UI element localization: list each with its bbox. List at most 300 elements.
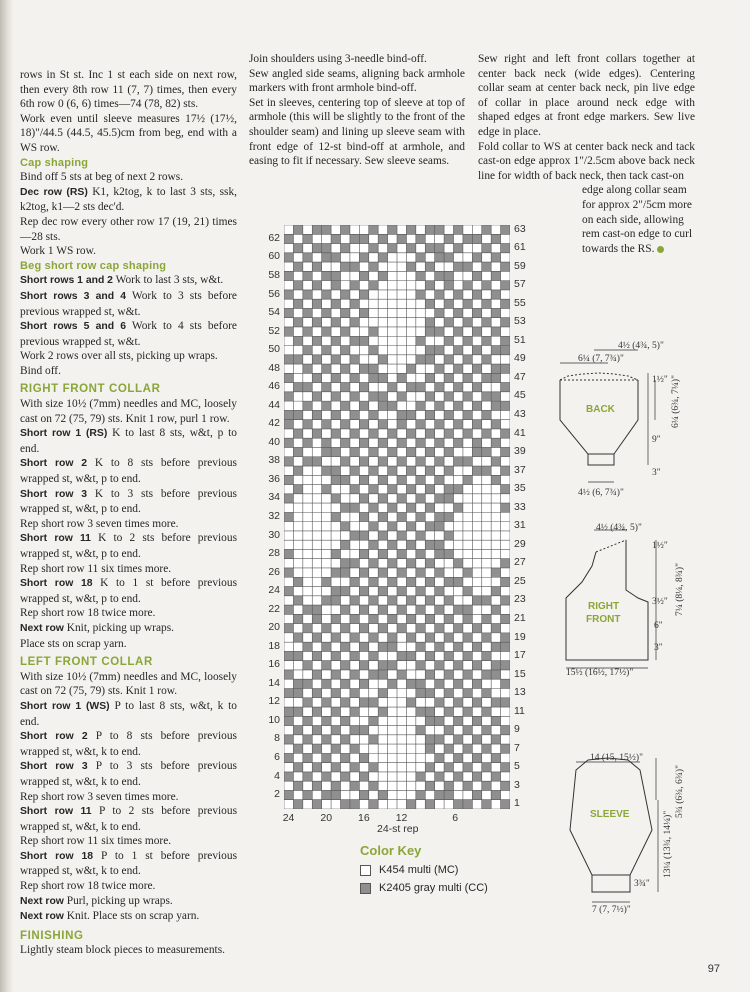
chart-cell-cc [284, 475, 293, 484]
chart-cell-cc [284, 549, 293, 558]
chart-cell-cc [416, 531, 425, 540]
chart-cell-cc [416, 438, 425, 447]
chart-cell-cc [482, 447, 491, 456]
sleeve-label: SLEEVE [590, 809, 630, 820]
chart-cell-cc [284, 670, 293, 679]
chart-cell-cc [501, 781, 510, 790]
chart-cell-cc [406, 559, 415, 568]
chart-cell-cc [472, 447, 481, 456]
chart-cell-cc [284, 753, 293, 762]
row-label: 20 [268, 621, 280, 634]
row-label: 31 [514, 519, 526, 532]
chart-cell-cc [482, 373, 491, 382]
row-label: 43 [514, 408, 526, 421]
chart-cell-cc [454, 661, 463, 670]
chart-cell-cc [482, 651, 491, 660]
chart-cell-cc [416, 271, 425, 280]
chart-cell-cc [350, 299, 359, 308]
row-label: 27 [514, 556, 526, 569]
chart-cell-cc [293, 726, 302, 735]
chart-cell-cc [293, 744, 302, 753]
chart-cell-cc [416, 494, 425, 503]
chart-cell-cc [472, 596, 481, 605]
chart-cell-cc [284, 290, 293, 299]
chart-cell-cc [425, 281, 434, 290]
chart-cell-cc [312, 262, 321, 271]
chart-cell-cc [331, 596, 340, 605]
row-label: 59 [514, 259, 526, 272]
chart-cell-cc [454, 503, 463, 512]
chart-cell-cc [322, 420, 331, 429]
chart-cell-cc [425, 744, 434, 753]
chart-cell-cc [501, 318, 510, 327]
chart-cell-cc [482, 410, 491, 419]
chart-cell-cc [341, 262, 350, 271]
chart-cell-cc [472, 753, 481, 762]
chart-cell-cc [491, 253, 500, 262]
chart-cell-cc [331, 475, 340, 484]
row-label: 63 [514, 222, 526, 235]
chart-cell-cc [378, 494, 387, 503]
chart-cell-cc [444, 253, 453, 262]
chart-cell-cc [501, 429, 510, 438]
chart-cell-cc [482, 355, 491, 364]
chart-cell-cc [312, 688, 321, 697]
chart-cell-cc [501, 633, 510, 642]
chart-cell-cc [454, 290, 463, 299]
chart-cell-cc [359, 531, 368, 540]
chart-cell-cc [491, 457, 500, 466]
chart-cell-cc [491, 753, 500, 762]
row-label: 47 [514, 370, 526, 383]
chart-cell-cc [491, 401, 500, 410]
instruction: With size 10½ (7mm) needles and MC, loosely cast on 72 (75, 79) sts. Knit 1 row, purl 1 row. [20, 398, 237, 425]
chart-cell-cc [416, 790, 425, 799]
chart-cell-cc [501, 466, 510, 475]
chart-cell-cc [322, 383, 331, 392]
chart-cell-cc [444, 531, 453, 540]
column-middle [249, 52, 465, 169]
chart-cell-cc [359, 383, 368, 392]
chart-cell-cc [491, 364, 500, 373]
chart-cell-cc [454, 308, 463, 317]
chart-cell-cc [435, 420, 444, 429]
chart-cell-cc [293, 596, 302, 605]
book-spine-shadow [0, 0, 14, 992]
chart-cell-cc [397, 494, 406, 503]
chart-cell-cc [463, 633, 472, 642]
chart-cell-cc [501, 401, 510, 410]
chart-cell-cc [293, 800, 302, 809]
chart-cell-cc [482, 744, 491, 753]
chart-cell-cc [388, 447, 397, 456]
chart-cell-cc [312, 614, 321, 623]
row-label: 29 [514, 537, 526, 550]
chart-cell-cc [472, 290, 481, 299]
chart-cell-cc [312, 605, 321, 614]
instruction: Lightly steam block pieces to measurements. [20, 944, 225, 957]
chart-cell-cc [435, 772, 444, 781]
chart-cell-cc [388, 679, 397, 688]
instruction: Bind off. [20, 364, 61, 377]
chart-cell-cc [350, 318, 359, 327]
chart-cell-cc [350, 392, 359, 401]
chart-cell-cc [425, 577, 434, 586]
chart-cell-cc [378, 401, 387, 410]
chart-cell-cc [293, 383, 302, 392]
chart-cell-cc [350, 781, 359, 790]
row-label: 58 [268, 268, 280, 281]
chart-cell-cc [350, 596, 359, 605]
chart-cell-cc [369, 716, 378, 725]
chart-cell-cc [397, 475, 406, 484]
chart-cell-cc [501, 661, 510, 670]
sleeve-h1: 5¾ (6¾, 6¾)" [675, 765, 685, 818]
chart-cell-cc [303, 698, 312, 707]
chart-cell-cc [284, 688, 293, 697]
chart-cell-cc [303, 642, 312, 651]
chart-cell-cc [388, 429, 397, 438]
chart-cell-cc [341, 522, 350, 531]
chart-cell-cc [284, 327, 293, 336]
row-label: 26 [268, 565, 280, 578]
chart-cell-cc [284, 355, 293, 364]
chart-cell-cc [416, 587, 425, 596]
chart-cell-cc [388, 522, 397, 531]
chart-cell-cc [312, 225, 321, 234]
chart-cell-cc [463, 318, 472, 327]
chart-cell-cc [463, 605, 472, 614]
chart-cell-cc [454, 383, 463, 392]
chart-cell-cc [444, 355, 453, 364]
chart-cell-cc [322, 244, 331, 253]
chart-cell-cc [350, 336, 359, 345]
chart-cell-cc [359, 475, 368, 484]
chart-cell-cc [435, 698, 444, 707]
chart-cell-cc [435, 540, 444, 549]
instruction: Rep short row 11 six times more. [20, 835, 172, 848]
chart-cell-cc [482, 299, 491, 308]
chart-cell-cc [293, 299, 302, 308]
row-label: 37 [514, 463, 526, 476]
row-label: 49 [514, 352, 526, 365]
chart-cell-cc [369, 698, 378, 707]
chart-cell-cc [406, 225, 415, 234]
chart-cell-cc [472, 346, 481, 355]
chart-cell-cc [406, 651, 415, 660]
chart-cell-cc [359, 661, 368, 670]
chart-cell-cc [359, 420, 368, 429]
sleeve-text: rows in St st. Inc 1 st each side on next row, then every 8th row 11 (7, 7) times, then every 6th row 0 (6, 6) times—74 (78, 82) sts. [20, 69, 237, 111]
chart-cell-cc [491, 642, 500, 651]
chart-cell-cc [378, 475, 387, 484]
row-label: 30 [268, 528, 280, 541]
chart-cell-cc [482, 707, 491, 716]
chart-cell-cc [369, 651, 378, 660]
chart-cell-cc [454, 605, 463, 614]
chart-cell-cc [472, 308, 481, 317]
col-label: 20 [320, 812, 333, 824]
chart-cell-cc [322, 716, 331, 725]
chart-cell-cc [444, 271, 453, 280]
chart-cell-cc [378, 420, 387, 429]
chart-cell-cc [293, 763, 302, 772]
instruction: Dec row (RS) K1, k2tog, k to last 3 sts, ssk, k2tog, k1—2 sts dec'd. [20, 185, 237, 214]
front-bottom: 15½ (16½, 17½)" [566, 668, 634, 678]
chart-cell-cc [303, 308, 312, 317]
chart-cell-cc [350, 531, 359, 540]
chart-cell-cc [435, 401, 444, 410]
chart-cell-cc [331, 447, 340, 456]
chart-cell-cc [454, 800, 463, 809]
chart-cell-cc [425, 410, 434, 419]
chart-cell-cc [472, 698, 481, 707]
chart-cell-cc [406, 447, 415, 456]
row-label: 18 [268, 639, 280, 652]
chart-cell-cc [388, 383, 397, 392]
row-label: 46 [268, 380, 280, 393]
chart-cell-cc [378, 392, 387, 401]
row-label: 22 [268, 602, 280, 615]
chart-cell-cc [491, 475, 500, 484]
chart-cell-cc [435, 549, 444, 558]
chart-cell-cc [501, 281, 510, 290]
chart-cell-cc [501, 614, 510, 623]
chart-cell-cc [454, 753, 463, 762]
chart-cell-cc [284, 253, 293, 262]
chart-cell-cc [406, 698, 415, 707]
chart-cell-cc [397, 624, 406, 633]
chart-cell-cc [425, 781, 434, 790]
chart-cell-cc [359, 234, 368, 243]
column-right [478, 52, 695, 256]
row-label: 52 [268, 324, 280, 337]
chart-cell-cc [388, 614, 397, 623]
chart-cell-cc [425, 485, 434, 494]
chart-cell-cc [331, 253, 340, 262]
chart-cell-cc [435, 475, 444, 484]
chart-cell-cc [303, 383, 312, 392]
chart-cell-cc [284, 568, 293, 577]
chart-cell-cc [359, 605, 368, 614]
chart-cell-cc [397, 457, 406, 466]
front-label-2: FRONT [586, 614, 621, 625]
chart-cell-cc [293, 577, 302, 586]
chart-cell-cc [284, 271, 293, 280]
row-label: 15 [514, 667, 526, 680]
chart-cell-cc [397, 512, 406, 521]
chart-cell-cc [312, 651, 321, 660]
chart-cell-cc [463, 234, 472, 243]
chart-cell-cc [322, 624, 331, 633]
chart-cell-cc [463, 688, 472, 697]
row-label: 1 [514, 797, 520, 810]
chart-cell-cc [331, 688, 340, 697]
row-label: 41 [514, 426, 526, 439]
chart-cell-cc [359, 271, 368, 280]
chart-cell-cc [463, 726, 472, 735]
chart-cell-cc [369, 577, 378, 586]
instruction: Rep dec row every other row 17 (19, 21) times—28 sts. [20, 215, 237, 243]
chart-cell-cc [341, 772, 350, 781]
chart-cell-cc [491, 438, 500, 447]
chart-cell-cc [472, 327, 481, 336]
row-label: 50 [268, 343, 280, 356]
chart-cell-cc [350, 744, 359, 753]
chart-cell-cc [284, 457, 293, 466]
chart-cell-cc [331, 651, 340, 660]
chart-cell-cc [425, 707, 434, 716]
chart-cell-cc [293, 318, 302, 327]
row-label: 36 [268, 472, 280, 485]
chart-cell-cc [435, 512, 444, 521]
chart-cell-cc [463, 373, 472, 382]
chart-cell-cc [322, 772, 331, 781]
chart-cell-cc [350, 447, 359, 456]
front-schematic [566, 530, 656, 668]
chart-cell-cc [341, 624, 350, 633]
chart-cell-cc [416, 401, 425, 410]
chart-cell-cc [416, 688, 425, 697]
chart-cell-cc [501, 383, 510, 392]
chart-cell-cc [482, 466, 491, 475]
chart-cell-cc [472, 420, 481, 429]
instruction: Fold collar to WS at center back neck and tack cast-on edge approx 1"/2.5cm above back neck line for width of back neck, then tack cast-on [478, 140, 695, 182]
chart-cell-cc [444, 512, 453, 521]
chart-cell-cc [341, 327, 350, 336]
row-label: 55 [514, 296, 526, 309]
chart-cell-cc [416, 605, 425, 614]
chart-cell-cc [444, 299, 453, 308]
column-left: rows in St st. Inc 1 st each side on next row, then every 8th row 11 (7, 7) times, then every 6th row 0 (6, 6) times—74 (78, 82) sts. Work even until sleeve measures 17½ (17½, 18)"/44.5 (44.5, 45.5)cm from beg, end with a WS row. Cap shaping Bind off 5 sts at beg of next 2 rows. Dec row (RS) K1, k2tog, k to last 3 sts, ssk, k2tog, k1—2 sts dec'd. Rep dec row every other row 17 (19, 21) times—28 sts. Work 1 WS row. Beg short row cap shaping Short rows 1 and 2 Work to last 3 sts, w&t. Short rows 3 and 4 Work to 3 sts before previous wrapped st, w&t. Short rows 5 and 6 Work to 4 sts before previous wrapped st, w&t. Work 2 rows over all sts, picking up wraps. Bind off. RIGHT FRONT COLLAR With size 10½ (7mm) needles and MC, loosely cast on 72 (75, 79) sts. Knit 1 row, purl 1 row. Short row 1 (RS) K to last 8 sts, w&t, p to end. Short row 2 K to 8 sts before previous wrapped st, w&t, p to end. Short row 3 K to 3 sts before previous wrapped st, w&t, p to end. Rep short row 3 seven times more. Short row 11 K to 2 sts before previous wrapped st, w&t, p to end. Rep short row 11 six times more. Short row 18 K to 1 st before previous wrapped st, w&t, p to end. Rep short row 18 twice more. Next row Knit, picking up wraps. Place sts on scrap yarn. LEFT FRONT COLLAR With size 10½ (7mm) needles and MC, loosely cast on 72 (75, 79) sts. Knit 1 row. Short row 1 (WS) P to last 8 sts, w&t, k to end. Short row 2 P to 8 sts before previous wrapped st, w&t, k to end. Short row 3 P to 3 sts before previous wrapped st, w&t, k to end. Rep short row 3 seven times more. Short row 11 P to 2 sts before previous wrapped st, w&t, k to end. Rep short row 11 six times more. Short row 18 P to 1 st before previous wrapped st, w&t, k to end. Rep short row 18 twice more. Next row Purl, picking up wraps. Next row Knit. Place sts on scrap yarn. FINISHING Lightly steam block pieces to measurements. [20, 69, 238, 957]
chart-cell-cc [341, 800, 350, 809]
chart-cell-cc [303, 234, 312, 243]
chart-cell-cc [491, 290, 500, 299]
right-front-collar-heading: RIGHT FRONT COLLAR [20, 383, 161, 396]
finishing-heading: FINISHING [20, 929, 84, 942]
chart-cell-cc [472, 383, 481, 392]
chart-cell-cc [303, 457, 312, 466]
chart-cell-cc [435, 457, 444, 466]
chart-cell-cc [435, 225, 444, 234]
chart-cell-cc [444, 494, 453, 503]
instruction: Rep short row 3 seven times more. [20, 517, 179, 530]
chart-cell-cc [425, 800, 434, 809]
chart-cell-cc [350, 577, 359, 586]
chart-cell-cc [369, 540, 378, 549]
chart-cell-cc [284, 651, 293, 660]
chart-cell-cc [369, 503, 378, 512]
chart-cell-cc [397, 392, 406, 401]
chart-cell-cc [369, 670, 378, 679]
chart-cell-cc [359, 726, 368, 735]
chart-cell-cc [303, 364, 312, 373]
chart-cell-cc [350, 373, 359, 382]
chart-cell-cc [501, 262, 510, 271]
chart-cell-cc [341, 605, 350, 614]
chart-cell-cc [472, 438, 481, 447]
chart-cell-cc [322, 661, 331, 670]
row-label: 35 [514, 482, 526, 495]
chart-cell-cc [369, 485, 378, 494]
chart-cell-cc [331, 633, 340, 642]
chart-cell-cc [444, 485, 453, 494]
chart-cell-cc [293, 633, 302, 642]
chart-cell-cc [435, 642, 444, 651]
chart-cell-cc [397, 234, 406, 243]
front-label-1: RIGHT [588, 601, 620, 612]
chart-cell-cc [406, 800, 415, 809]
chart-cell-cc [369, 466, 378, 475]
back-bottom: 4½ (6, 7¾)" [578, 488, 624, 498]
chart-cell-cc [359, 753, 368, 762]
chart-cell-cc [454, 364, 463, 373]
chart-cell-cc [359, 253, 368, 262]
chart-cell-cc [463, 299, 472, 308]
chart-cell-cc [284, 308, 293, 317]
chart-cell-cc [416, 661, 425, 670]
chart-cell-cc [341, 679, 350, 688]
sleeve-bottom: 7 (7, 7½)" [592, 905, 631, 915]
chart-cell-cc [322, 642, 331, 651]
front-top: 4½ (4¾, 5)" [596, 523, 642, 533]
chart-cell-cc [331, 670, 340, 679]
chart-cell-cc [341, 503, 350, 512]
chart-cell-cc [416, 457, 425, 466]
chart-cell-cc [435, 605, 444, 614]
chart-cell-cc [472, 679, 481, 688]
chart-cell-cc [331, 392, 340, 401]
row-label: 8 [274, 732, 280, 745]
chart-cell-cc [454, 457, 463, 466]
chart-cell-cc [463, 262, 472, 271]
chart-cell-cc [482, 763, 491, 772]
instruction: Set in sleeves, centering top of sleeve at top of armhole (this will be slightly to the front of the shoulder seam) and lining up sleeve seam with front edge of 12-st bind-off at armhole, and easing to fit if necessary. Sew sleeve seams. [249, 96, 465, 168]
chart-cell-cc [322, 447, 331, 456]
chart-cell-cc [482, 336, 491, 345]
chart-cell-cc [293, 244, 302, 253]
chart-cell-cc [491, 308, 500, 317]
chart-cell-cc [378, 624, 387, 633]
back-shoulder: 6¼ (7, 7¾)" [578, 354, 624, 364]
chart-cell-cc [472, 661, 481, 670]
chart-cell-cc [472, 642, 481, 651]
chart-cell-cc [444, 707, 453, 716]
chart-cell-cc [435, 522, 444, 531]
chart-cell-cc [341, 735, 350, 744]
chart-cell-cc [312, 781, 321, 790]
row-label: 16 [268, 658, 280, 671]
chart-cell-cc [397, 670, 406, 679]
chart-cell-cc [312, 707, 321, 716]
chart-cell-cc [350, 763, 359, 772]
chart-cell-cc [284, 716, 293, 725]
chart-cell-cc [378, 355, 387, 364]
chart-cell-cc [303, 438, 312, 447]
chart-cell-cc [350, 614, 359, 623]
row-label: 14 [268, 676, 280, 689]
chart-cell-cc [350, 651, 359, 660]
chart-cell-cc [444, 670, 453, 679]
chart-cell-cc [491, 605, 500, 614]
chart-cell-cc [416, 707, 425, 716]
chart-cell-cc [501, 244, 510, 253]
chart-cell-cc [425, 447, 434, 456]
chart-cell-cc [331, 781, 340, 790]
chart-cell-cc [312, 336, 321, 345]
chart-cell-cc [312, 244, 321, 253]
chart-cell-cc [491, 568, 500, 577]
